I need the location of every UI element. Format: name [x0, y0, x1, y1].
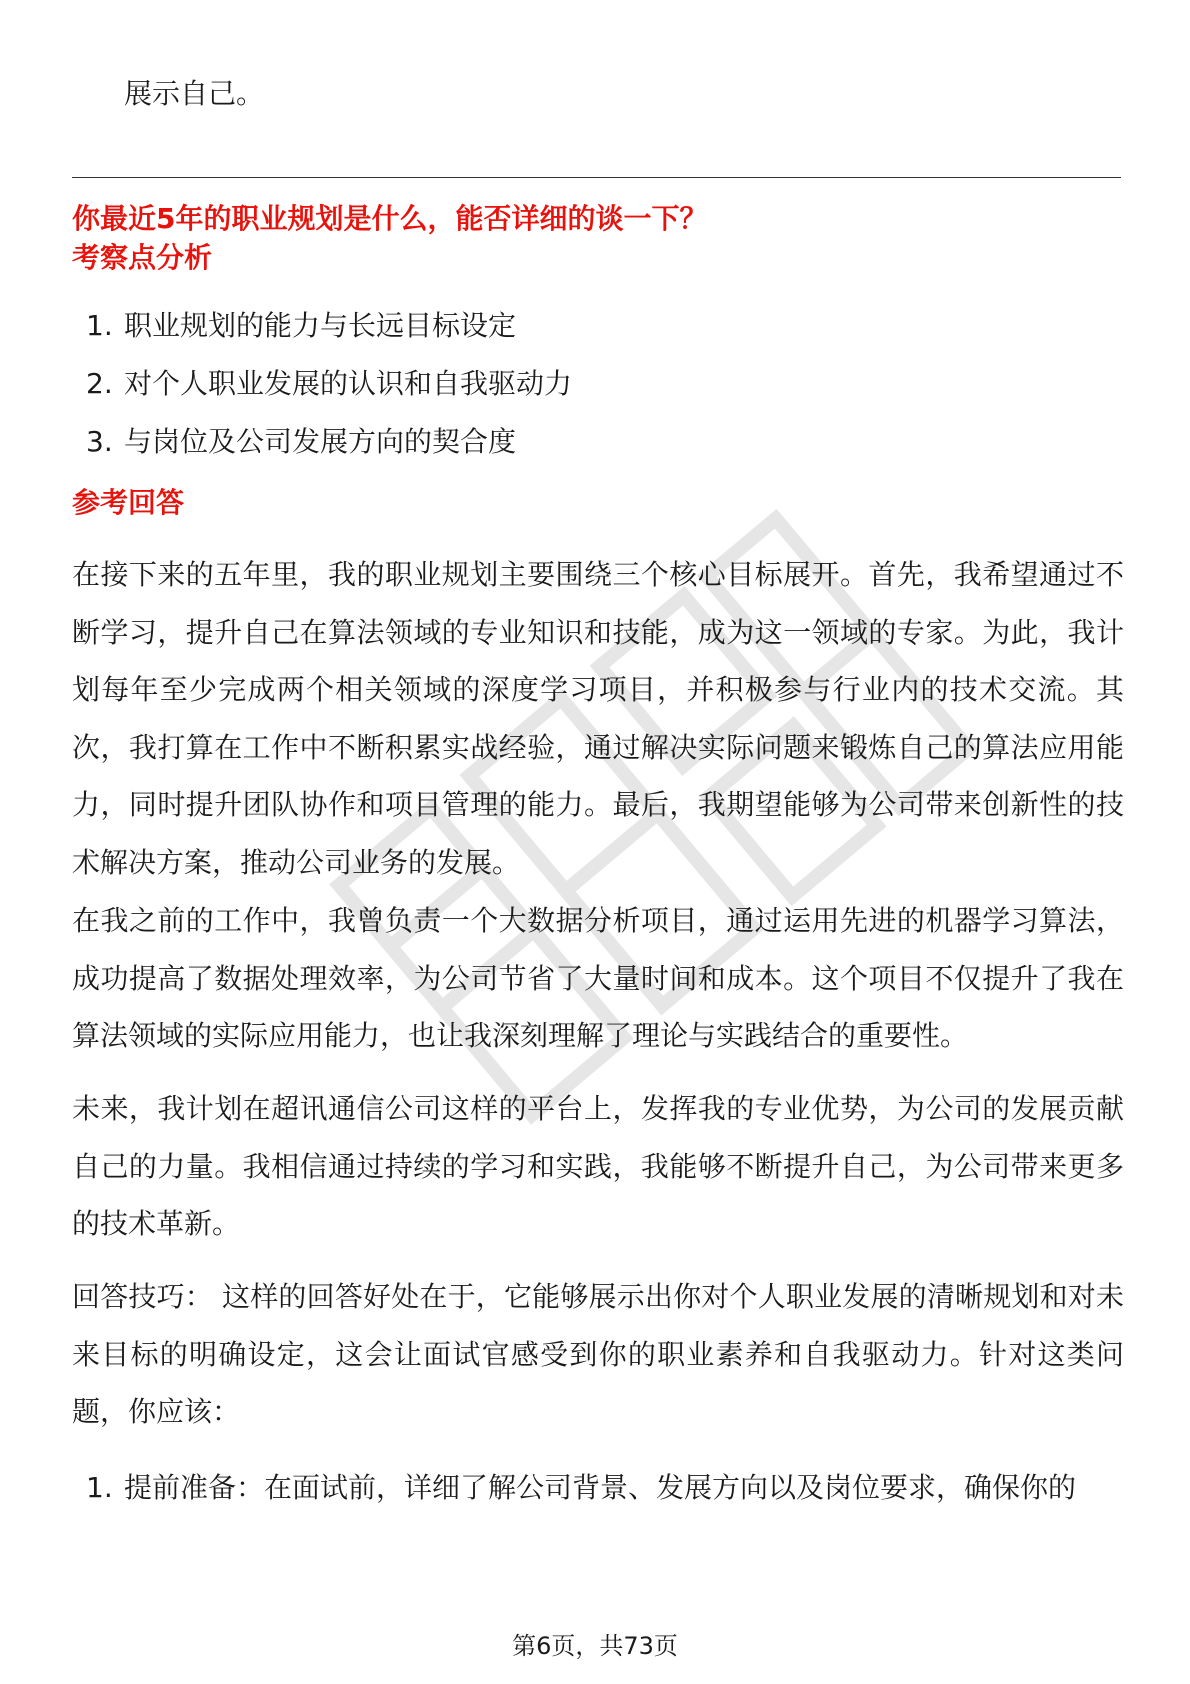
- list-item-text: 与岗位及公司发展方向的契合度: [124, 425, 517, 458]
- answer-paragraph: 未来，我计划在超讯通信公司这样的平台上，发挥我的专业优势，为公司的发展贡献自己的力量。我相信通过持续的学习和实践，我能够不断提升自己，为公司带来更多的技术革新。: [72, 1092, 1124, 1240]
- list-item: [72, 1468, 1122, 1526]
- list-item: [72, 306, 1122, 364]
- list-item-text: 提前准备：在面试前，详细了解公司背景、发展方向以及岗位要求，确保你的: [124, 1471, 1077, 1504]
- list-item: [72, 364, 1122, 422]
- section-divider: [72, 177, 1121, 178]
- continuation-text: 展示自己。: [124, 77, 265, 110]
- answer-paragraph: 在我之前的工作中，我曾负责一个大数据分析项目，通过运用先进的机器学习算法，成功提高了数据处理效率，为公司节省了大量时间和成本。这个项目不仅提升了我在算法领域的实际应用能力，也让我深刻理解了理论与实践结合的重要性。: [72, 904, 1124, 1052]
- list-item-text: 职业规划的能力与长远目标设定: [124, 309, 517, 342]
- analysis-list: [72, 306, 1122, 480]
- reference-heading: 参考回答: [72, 486, 185, 519]
- list-item-number: 2.: [86, 367, 113, 400]
- analysis-heading: 考察点分析: [72, 241, 213, 274]
- list-item-number: 1.: [86, 1471, 113, 1504]
- answer-tips-paragraph: 回答技巧： 这样的回答好处在于，它能够展示出你对个人职业发展的清晰规划和对未来目标的明确设定，这会让面试官感受到你的职业素养和自我驱动力。针对这类问题，你应该：: [72, 1280, 1124, 1428]
- question-title: 你最近5年的职业规划是什么，能否详细的谈一下？: [72, 202, 708, 235]
- list-item: [72, 422, 1122, 480]
- page-number: 第6页，共73页: [512, 1632, 678, 1660]
- answer-paragraph: 在接下来的五年里，我的职业规划主要围绕三个核心目标展开。首先，我希望通过不断学习，提升自己在算法领域的专业知识和技能，成为这一领域的专家。为此，我计划每年至少完成两个相关领域的深度学习项目，并积极参与行业内的技术交流。其次，我打算在工作中不断积累实战经验，通过解决实际问题来锻炼自己的算法应用能力，同时提升团队协作和项目管理的能力。最后，我期望能够为公司带来创新性的技术解决方案，推动公司业务的发展。: [72, 558, 1124, 879]
- list-item-text: 对个人职业发展的认识和自我驱动力: [124, 367, 573, 400]
- tips-list: [72, 1468, 1122, 1526]
- list-item-number: 3.: [86, 425, 113, 458]
- list-item-number: 1.: [86, 309, 113, 342]
